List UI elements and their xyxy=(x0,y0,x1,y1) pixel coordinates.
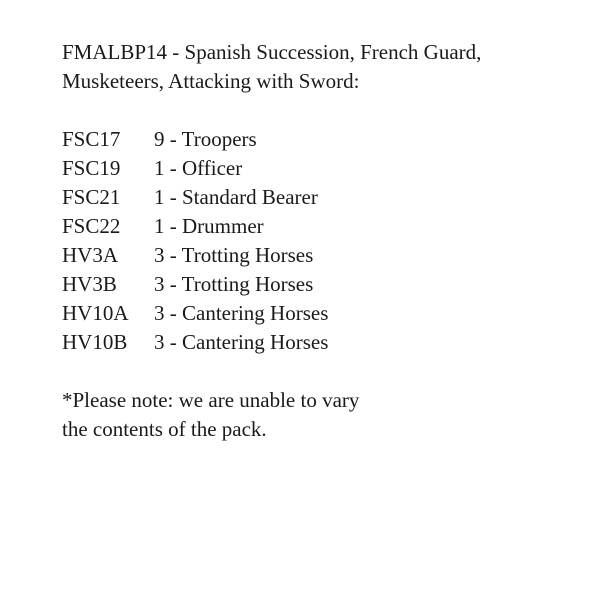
pack-title-line-2: Musketeers, Attacking with Sword: xyxy=(62,69,360,93)
item-description: 3 - Cantering Horses xyxy=(154,330,329,354)
pack-note xyxy=(62,386,582,444)
contents-list xyxy=(62,125,582,357)
item-description: 1 - Standard Bearer xyxy=(154,185,318,209)
item-code: HV3A xyxy=(62,243,118,267)
list-item xyxy=(62,212,582,241)
list-item xyxy=(62,328,582,357)
item-code: HV3B xyxy=(62,272,117,296)
item-description: 3 - Trotting Horses xyxy=(154,272,314,296)
list-item xyxy=(62,270,582,299)
list-item xyxy=(62,154,582,183)
item-code: HV10B xyxy=(62,330,128,354)
list-item xyxy=(62,241,582,270)
item-code: FSC17 xyxy=(62,127,121,151)
item-description: 3 - Trotting Horses xyxy=(154,243,314,267)
item-description: 1 - Drummer xyxy=(154,214,264,238)
item-code: HV10A xyxy=(62,301,129,325)
pack-note-line-2: the contents of the pack. xyxy=(62,417,267,441)
item-description: 1 - Officer xyxy=(154,156,243,180)
item-code: FSC19 xyxy=(62,156,121,180)
pack-title xyxy=(62,38,582,96)
item-description: 9 - Troopers xyxy=(154,127,257,151)
pack-note-line-1: *Please note: we are unable to vary xyxy=(62,388,360,412)
list-item xyxy=(62,299,582,328)
list-item xyxy=(62,125,582,154)
item-code: FSC22 xyxy=(62,214,121,238)
item-code: FSC21 xyxy=(62,185,121,209)
pack-title-line-1: FMALBP14 - Spanish Succession, French Guard, xyxy=(62,40,482,64)
pack-contents-document xyxy=(62,38,582,444)
list-item xyxy=(62,183,582,212)
item-description: 3 - Cantering Horses xyxy=(154,301,329,325)
